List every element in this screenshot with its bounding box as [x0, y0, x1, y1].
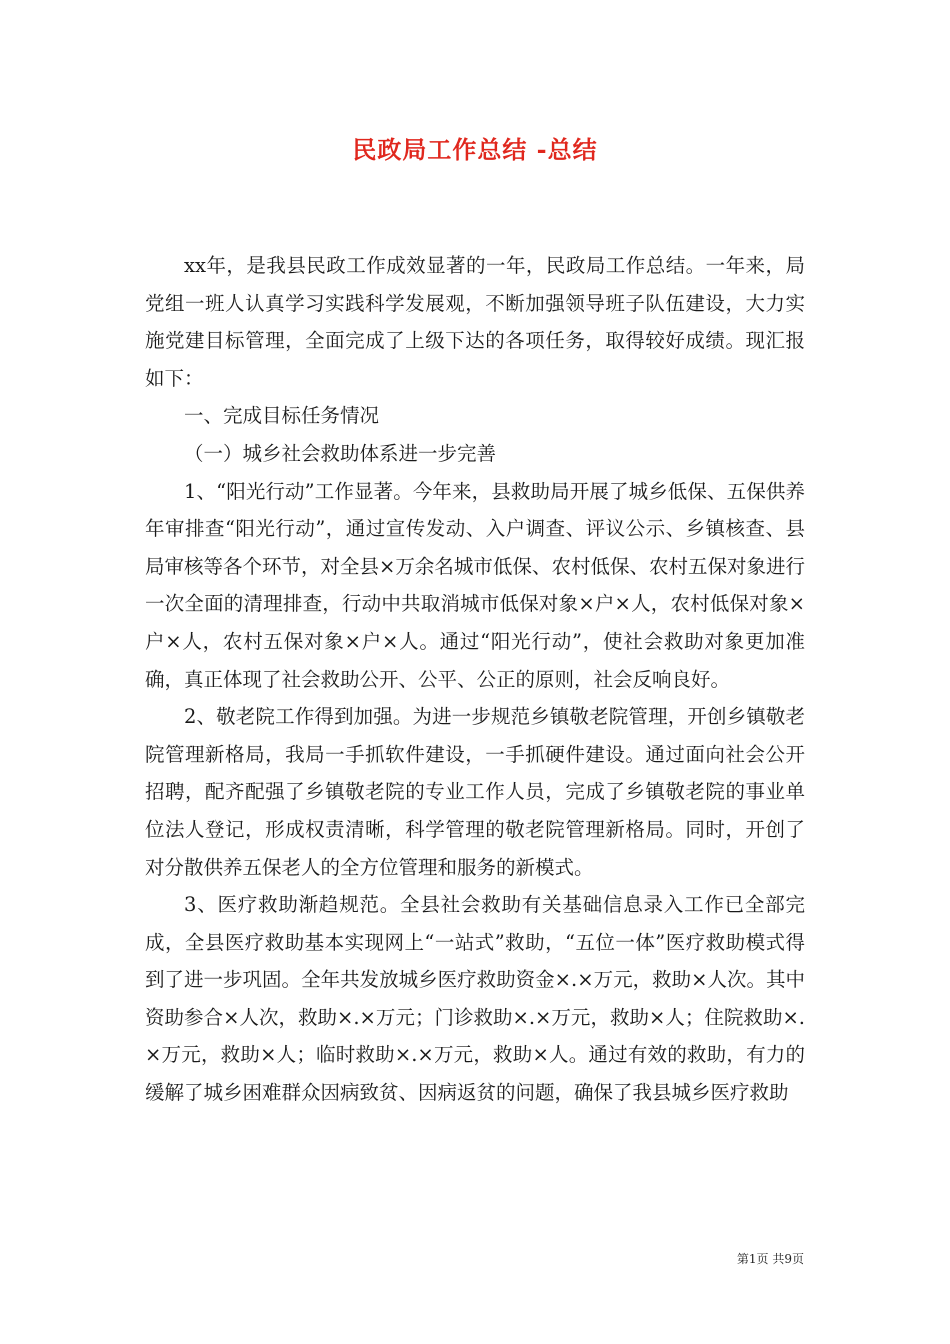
item-paragraph-2: 2、敬老院工作得到加强。为进一步规范乡镇敬老院管理，开创乡镇敬老院管理新格局，我局一手抓软件建设，一手抓硬件建设。通过面向社会公开招聘，配齐配强了乡镇敬老院的专业工作人员，完成了乡镇敬老院的事业单位法人登记，形成权责清晰，科学管理的敬老院管理新格局。同时，开创了对分散供养五保老人的全方位管理和服务的新模式。	[145, 705, 805, 879]
subsection-heading: （一）城乡社会救助体系进一步完善	[184, 441, 497, 465]
page-number: 第1页 共9页	[736, 1252, 804, 1266]
item-paragraph-3: 3、医疗救助渐趋规范。全县社会救助有关基础信息录入工作已全部完成，全县医疗救助基本实现网上“一站式”救助，“五位一体”医疗救助模式得到了进一步巩固。全年共发放城乡医疗救助资金×.×万元，救助×人次。其中资助参合×人次，救助×.×万元；门诊救助×.×万元，救助×人；住院救助×.×万元，救助×人；临时救助×.×万元，救助×人。通过有效的救助，有力的缓解了城乡困难群众因病致贫、因病返贫的问题，确保了我县城乡医疗救助	[145, 893, 805, 1105]
item-paragraph-1: 1、“阳光行动”工作显著。今年来，县救助局开展了城乡低保、五保供养年审排查“阳光行动”，通过宣传发动、入户调查、评议公示、乡镇核查、县局审核等各个环节，对全县×万余名城市低保、农村低保、农村五保对象进行一次全面的清理排查，行动中共取消城市低保对象×户×人，农村低保对象×户×人，农村五保对象×户×人。通过“阳光行动”，使社会救助对象更加准确，真正体现了社会救助公开、公平、公正的原则，社会反响良好。	[145, 479, 805, 691]
document-body	[145, 247, 805, 1112]
document-title: 民政局工作总结 -总结	[352, 135, 598, 164]
section-heading: 一、完成目标任务情况	[184, 404, 380, 428]
intro-paragraph: xx年，是我县民政工作成效显著的一年，民政局工作总结。一年来，局党组一班人认真学习实践科学发展观，不断加强领导班子队伍建设，大力实施党建目标管理，全面完成了上级下达的各项任务，取得较好成绩。现汇报如下：	[145, 254, 805, 390]
